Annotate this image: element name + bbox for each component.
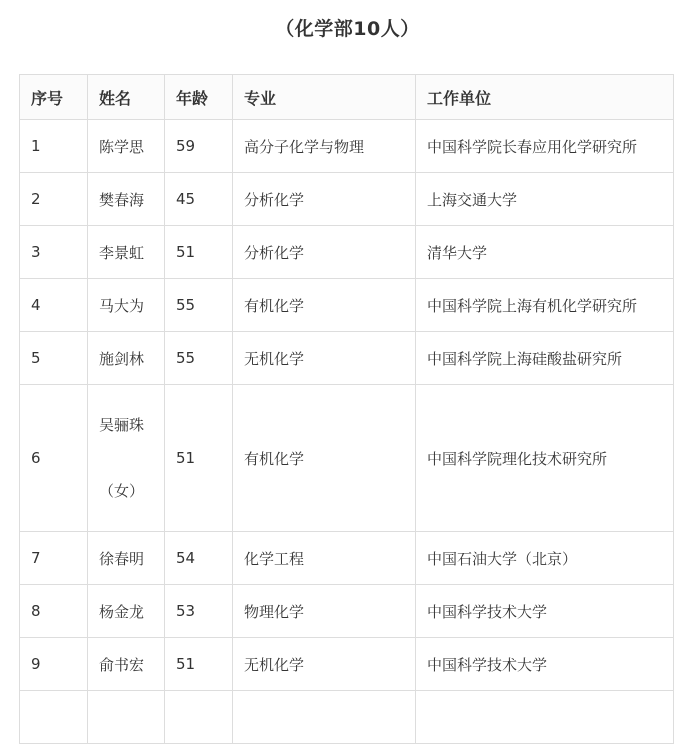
cell-no: 8 xyxy=(20,585,88,638)
cell-no: 4 xyxy=(20,279,88,332)
table-row xyxy=(20,120,674,173)
cell-no: 2 xyxy=(20,173,88,226)
cell-name: 马大为 xyxy=(88,279,165,332)
table-header-row xyxy=(20,75,674,120)
cell-unit: 中国科学院上海有机化学研究所 xyxy=(416,279,674,332)
cell-age: 51 xyxy=(165,385,233,532)
cell-unit: 中国石油大学（北京） xyxy=(416,532,674,585)
cell-unit: 清华大学 xyxy=(416,226,674,279)
cell-name-line1: 吴骊珠 xyxy=(99,416,145,434)
cell-name: 陈学思 xyxy=(88,120,165,173)
cell-no xyxy=(20,691,88,744)
cell-major: 高分子化学与物理 xyxy=(233,120,416,173)
cell-age: 45 xyxy=(165,173,233,226)
cell-name xyxy=(88,691,165,744)
cell-no: 6 xyxy=(20,385,88,532)
header-unit: 工作单位 xyxy=(416,75,674,120)
cell-major: 有机化学 xyxy=(233,279,416,332)
cell-no: 7 xyxy=(20,532,88,585)
cell-unit: 中国科学技术大学 xyxy=(416,638,674,691)
cell-name: 杨金龙 xyxy=(88,585,165,638)
cell-unit: 中国科学院上海硅酸盐研究所 xyxy=(416,332,674,385)
cell-no: 9 xyxy=(20,638,88,691)
cell-unit xyxy=(416,691,674,744)
cell-age: 54 xyxy=(165,532,233,585)
table-row xyxy=(20,585,674,638)
cell-name: 李景虹 xyxy=(88,226,165,279)
cell-name xyxy=(88,385,165,532)
header-no: 序号 xyxy=(20,75,88,120)
table-row xyxy=(20,532,674,585)
cell-name: 樊春海 xyxy=(88,173,165,226)
cell-major: 分析化学 xyxy=(233,226,416,279)
table-row xyxy=(20,385,674,532)
cell-major: 化学工程 xyxy=(233,532,416,585)
table-row xyxy=(20,691,674,744)
table-row xyxy=(20,173,674,226)
cell-unit: 中国科学院长春应用化学研究所 xyxy=(416,120,674,173)
cell-major: 无机化学 xyxy=(233,638,416,691)
cell-age: 59 xyxy=(165,120,233,173)
header-age: 年龄 xyxy=(165,75,233,120)
cell-no: 3 xyxy=(20,226,88,279)
cell-unit: 中国科学院理化技术研究所 xyxy=(416,385,674,532)
table-row xyxy=(20,638,674,691)
academician-table xyxy=(19,74,674,744)
cell-unit: 中国科学技术大学 xyxy=(416,585,674,638)
table-row xyxy=(20,332,674,385)
cell-major: 物理化学 xyxy=(233,585,416,638)
cell-name-line2: （女） xyxy=(99,482,145,500)
page-title: （化学部10人） xyxy=(275,18,420,40)
table-row xyxy=(20,226,674,279)
cell-age: 55 xyxy=(165,332,233,385)
header-major: 专业 xyxy=(233,75,416,120)
cell-no: 5 xyxy=(20,332,88,385)
cell-age: 51 xyxy=(165,638,233,691)
cell-no: 1 xyxy=(20,120,88,173)
cell-major xyxy=(233,691,416,744)
cell-unit: 上海交通大学 xyxy=(416,173,674,226)
cell-major: 有机化学 xyxy=(233,385,416,532)
cell-name: 徐春明 xyxy=(88,532,165,585)
cell-major: 无机化学 xyxy=(233,332,416,385)
header-name: 姓名 xyxy=(88,75,165,120)
table-row xyxy=(20,279,674,332)
cell-age: 55 xyxy=(165,279,233,332)
cell-major: 分析化学 xyxy=(233,173,416,226)
cell-name: 俞书宏 xyxy=(88,638,165,691)
cell-age xyxy=(165,691,233,744)
cell-age: 51 xyxy=(165,226,233,279)
cell-age: 53 xyxy=(165,585,233,638)
cell-name: 施剑林 xyxy=(88,332,165,385)
